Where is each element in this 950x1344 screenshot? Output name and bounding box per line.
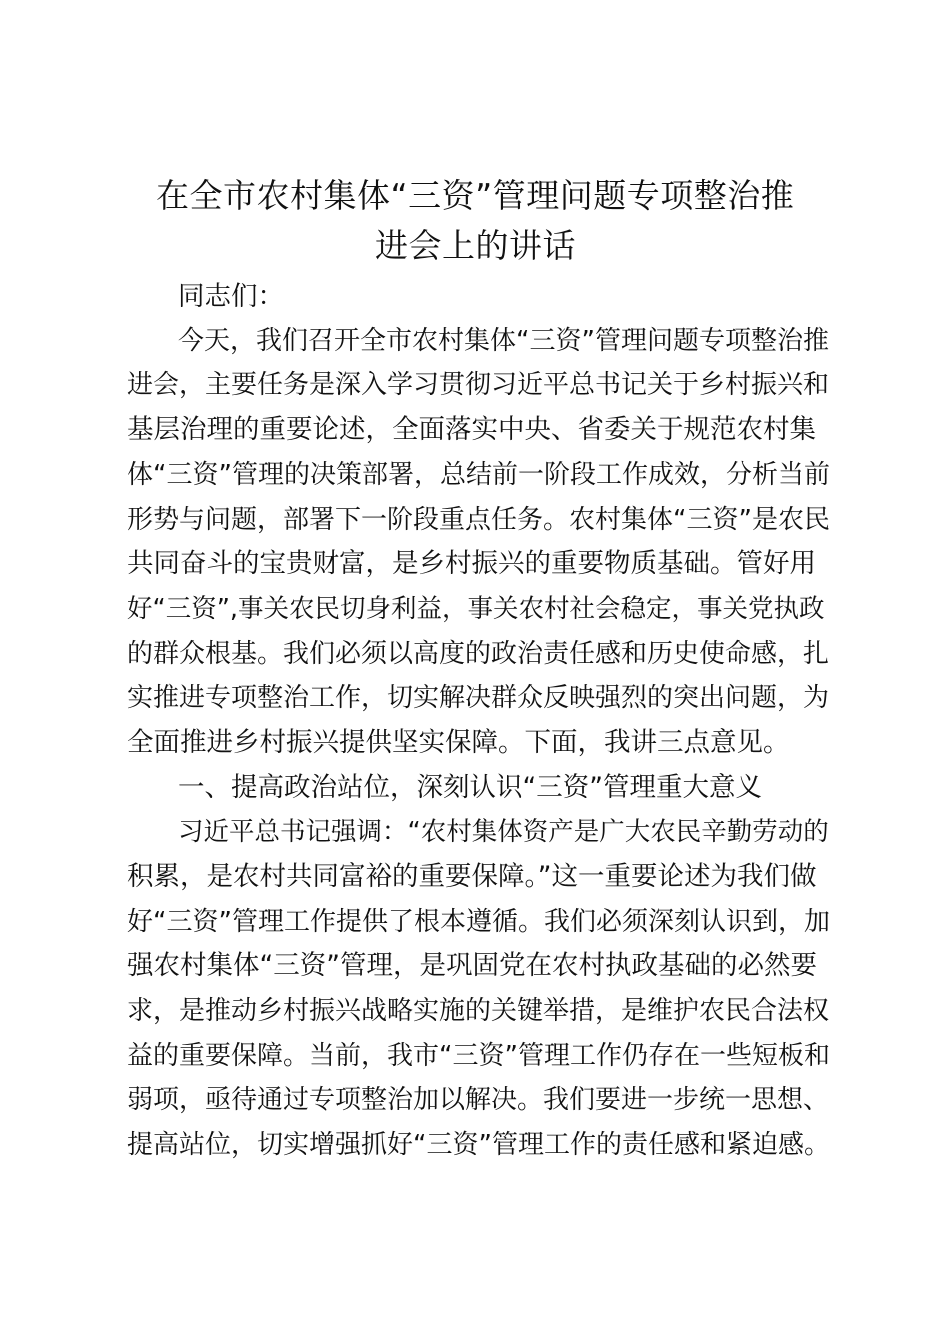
document-title-line-1: 在全市农村集体“三资”管理问题专项整治推 (156, 176, 795, 215)
section-heading: 一、提高政治站位，深刻认识“三资”管理重大意义 (178, 772, 762, 803)
paragraph-line: 实推进专项整治工作，切实解决群众反映强烈的突出问题，为 (127, 683, 830, 713)
paragraph-line: 今天，我们召开全市农村集体“三资”管理问题专项整治推 (178, 326, 829, 356)
paragraph-line: 好“三资”,事关农民切身利益，事关农村社会稳定，事关党执政 (127, 594, 825, 624)
paragraph-line: 积累，是农村共同富裕的重要保障。”这一重要论述为我们做 (127, 861, 817, 892)
paragraph-line: 共同奋斗的宝贵财富，是乡村振兴的重要物质基础。管好用 (127, 548, 816, 579)
paragraph-line: 弱项，亟待通过专项整治加以解决。我们要进一步统一思想、 (127, 1085, 830, 1115)
salutation: 同志们： (178, 281, 284, 312)
paragraph-line: 进会，主要任务是深入学习贯彻习近平总书记关于乡村振兴和 (127, 370, 830, 400)
paragraph-line: 的群众根基。我们必须以高度的政治责任感和历史使命感，扎 (127, 639, 830, 669)
paragraph-line: 全面推进乡村振兴提供坚实保障。下面，我讲三点意见。 (127, 727, 790, 758)
paragraph-line: 强农村集体“三资”管理，是巩固党在农村执政基础的必然要 (127, 950, 817, 981)
paragraph-line: 基层治理的重要论述，全面落实中央、省委关于规范农村集 (127, 414, 816, 445)
paragraph-line: 习近平总书记强调：“农村集体资产是广大农民辛勤劳动的 (178, 817, 829, 847)
paragraph-line: 益的重要保障。当前，我市“三资”管理工作仍存在一些短板和 (127, 1041, 830, 1071)
paragraph-line: 体“三资”管理的决策部署，总结前一阶段工作成效，分析当前 (127, 460, 830, 490)
document-title-line-2: 进会上的讲话 (375, 226, 576, 265)
paragraph-line: 求，是推动乡村振兴战略实施的关键举措，是维护农民合法权 (127, 996, 830, 1026)
paragraph-line: 好“三资”管理工作提供了根本遵循。我们必须深刻认识到，加 (127, 907, 830, 937)
paragraph-line: 提高站位，切实增强抓好“三资”管理工作的责任感和紧迫感。 (127, 1130, 830, 1160)
paragraph-line: 形势与问题，部署下一阶段重点任务。农村集体“三资”是农民 (127, 505, 830, 535)
